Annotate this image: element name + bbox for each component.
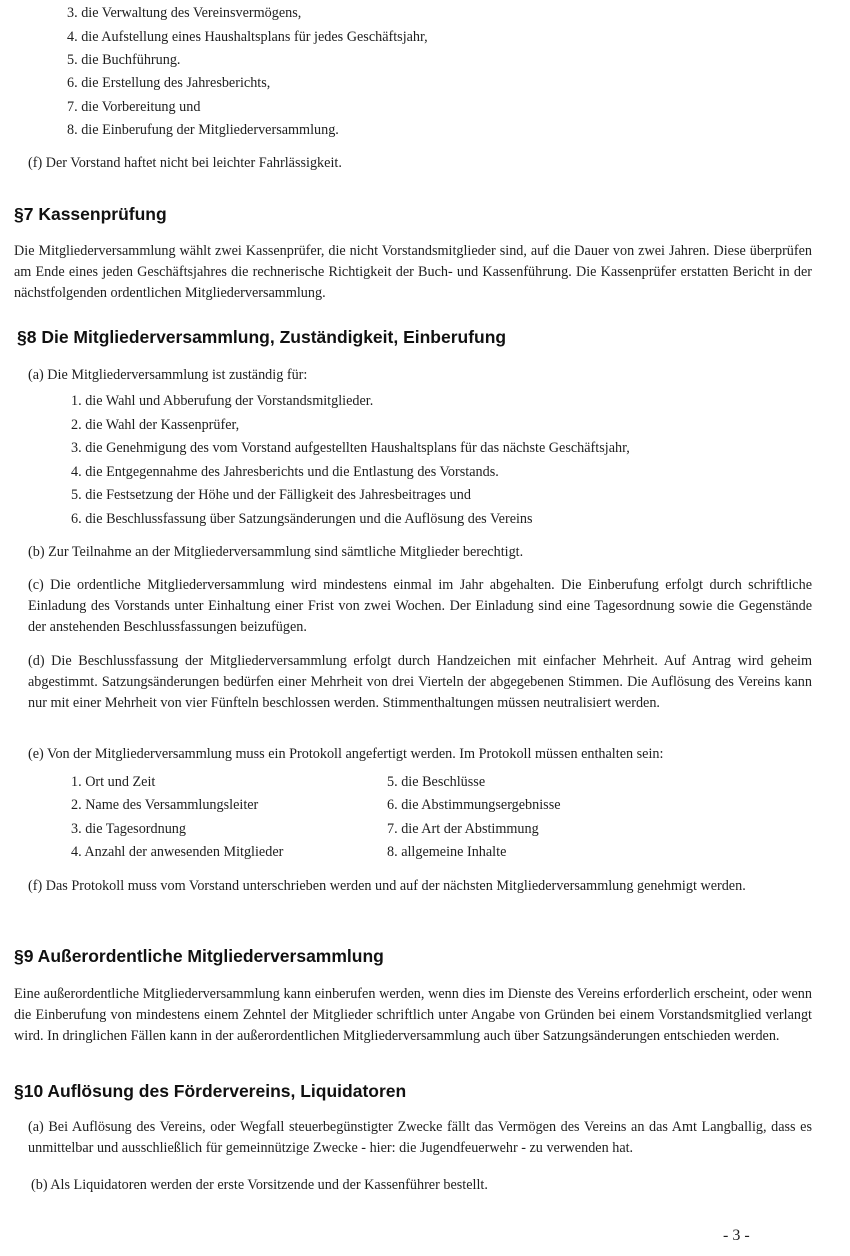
list-item: 7. die Art der Abstimmung: [387, 821, 539, 837]
list-item: 6. die Abstimmungsergebnisse: [387, 797, 561, 813]
clause-d: (d) Die Beschlussfassung der Mitgliederversammlung erfolgt durch Handzeichen mit einfacher Mehrheit. Auf Antrag wird geheim abgestimmt. Satzungsänderungen bedürfen einer Mehrheit von drei Vierteln der abgegebenen Stimmen. Die Auflösung des Vereins kann nur mit einer Mehrheit von vier Fünfteln beschlossen werden. Stimmenthaltungen müssen neutralisiert werden.: [28, 653, 812, 711]
list-item: 1. die Wahl und Abberufung der Vorstandsmitglieder.: [71, 393, 374, 409]
list-item: 3. die Genehmigung des vom Vorstand aufgestellten Haushaltsplans für das nächste Geschäftsjahr,: [71, 440, 630, 456]
clause-b-liquidators: (b) Als Liquidatoren werden der erste Vorsitzende und der Kassenführer bestellt.: [31, 1177, 488, 1193]
clause-c: (c) Die ordentliche Mitgliederversammlung wird mindestens einmal im Jahr abgehalten. Die Einberufung erfolgt durch schriftliche Einladung des Vorstands unter Einhaltung einer Frist von zwei Wochen. Der Einladung sind eine Tagesordnung sowie die Gegenstände der anstehenden Beschlussfassungen beizufügen.: [28, 577, 812, 635]
list-item: 4. die Entgegennahme des Jahresberichts und die Entlastung des Vorstands.: [71, 464, 499, 480]
clause-b: (b) Zur Teilnahme an der Mitgliederversammlung sind sämtliche Mitglieder berechtigt.: [28, 544, 524, 560]
list-item: 6. die Erstellung des Jahresberichts,: [67, 75, 271, 91]
list-item: 1. Ort und Zeit: [71, 774, 156, 790]
section-8-heading: §8 Die Mitgliederversammlung, Zuständigkeit, Einberufung: [17, 327, 507, 347]
list-item: 7. die Vorbereitung und: [67, 99, 201, 115]
list-item: 5. die Beschlüsse: [387, 774, 486, 790]
list-item: 5. die Buchführung.: [67, 52, 181, 68]
section-10-heading: §10 Auflösung des Fördervereins, Liquidatoren: [14, 1081, 407, 1101]
list-item: 8. allgemeine Inhalte: [387, 844, 507, 860]
section-9-body: Eine außerordentliche Mitgliederversammlung kann einberufen werden, wenn dies im Dienste des Vereins erforderlich erscheint, oder wenn die Einberufung von mindestens einem Zehntel der Mitglieder schriftlich unter Angabe von Gründen bei einem Vorstandsmitglied verlangt wird. In dringlichen Fällen kann in der außerordentlichen Mitgliederversammlung auch über Satzungsänderungen entschieden werden.: [14, 986, 812, 1044]
list-item: 6. die Beschlussfassung über Satzungsänderungen und die Auflösung des Vereins: [71, 511, 533, 527]
clause-a-intro: (a) Die Mitgliederversammlung ist zuständig für:: [28, 367, 308, 383]
list-item: 2. die Wahl der Kassenprüfer,: [71, 417, 240, 433]
clause-e-intro: (e) Von der Mitgliederversammlung muss ein Protokoll angefertigt werden. Im Protokoll müssen enthalten sein:: [28, 746, 664, 762]
list-item: 2. Name des Versammlungsleiter: [71, 797, 259, 813]
list-item: 4. die Aufstellung eines Haushaltsplans für jedes Geschäftsjahr,: [67, 29, 428, 45]
page-number: - 3 -: [723, 1227, 750, 1244]
clause-a-dissolution: (a) Bei Auflösung des Vereins, oder Wegfall steuerbegünstigter Zwecke fällt das Vermögen des Vereins an das Amt Langballig, dass es unmittelbar und ausschließlich für gemeinnützige Zwecke - hier: die Jugendfeuerwehr - zu verwenden hat.: [28, 1119, 812, 1156]
list-item: 3. die Verwaltung des Vereinsvermögens,: [67, 5, 302, 21]
list-item: 8. die Einberufung der Mitgliederversammlung.: [67, 122, 339, 138]
section-7-body: Die Mitgliederversammlung wählt zwei Kassenprüfer, die nicht Vorstandsmitglieder sind, auf die Dauer von zwei Jahren. Diese überprüfen am Ende eines jeden Geschäftsjahres die rechnerische Richtigkeit der Buch- und Kassenführung. Die Kassenprüfer erstatten Bericht in der nächstfolgenden ordentlichen Mitgliederversammlung.: [14, 243, 812, 301]
list-item: 3. die Tagesordnung: [71, 821, 186, 837]
clause-f-protocol: (f) Das Protokoll muss vom Vorstand unterschrieben werden und auf der nächsten Mitgliederversammlung genehmigt werden.: [28, 878, 746, 894]
section-7-heading: §7 Kassenprüfung: [14, 204, 167, 224]
clause-f-liability: (f) Der Vorstand haftet nicht bei leichter Fahrlässigkeit.: [28, 155, 342, 171]
list-item: 5. die Festsetzung der Höhe und der Fälligkeit des Jahresbeitrages und: [71, 487, 471, 503]
list-item: 4. Anzahl der anwesenden Mitglieder: [71, 844, 284, 860]
section-9-heading: §9 Außerordentliche Mitgliederversammlung: [14, 946, 384, 966]
